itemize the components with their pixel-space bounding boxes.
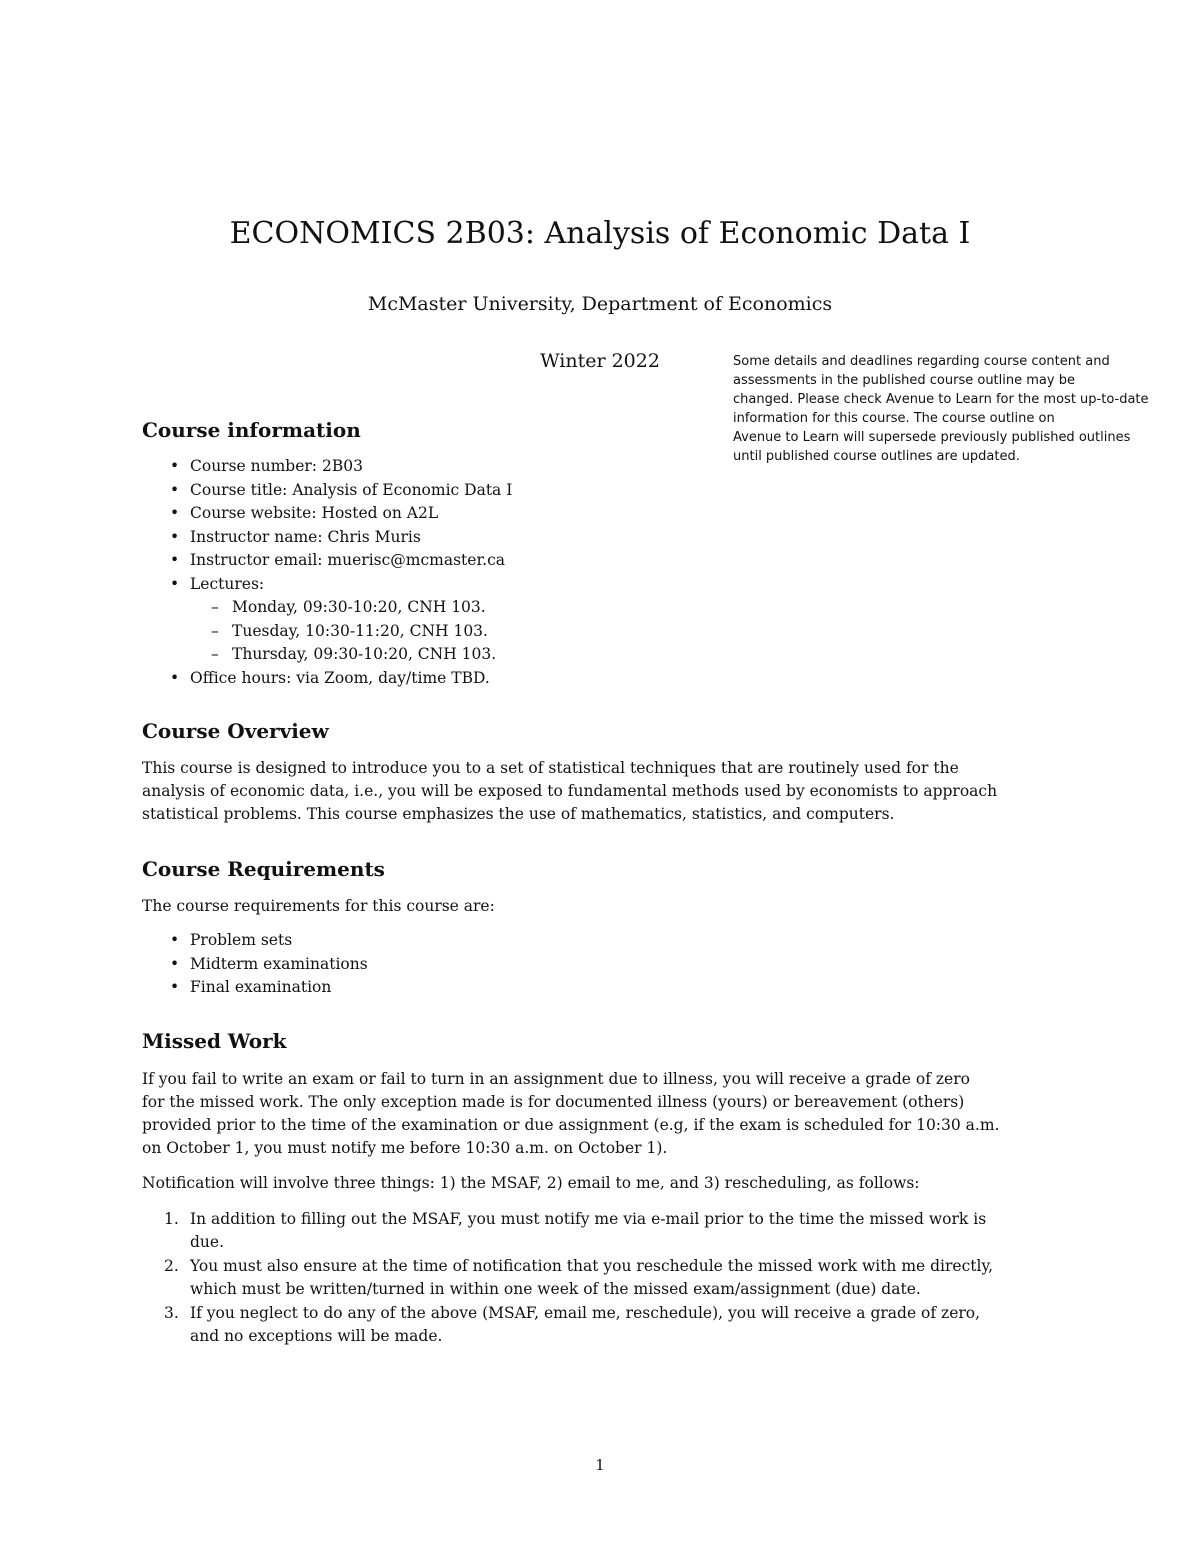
notice-line: Avenue to Learn will supersede previously published outlines: [733, 430, 1131, 445]
list-item: 2. You must also ensure at the time of notification that you reschedule the missed work with me directly, which must be written/turned in within one week of the missed exam/assignment (due) date.: [164, 1257, 994, 1298]
course-information-list: [142, 455, 742, 690]
requirements-intro: The course requirements for this course are:: [142, 897, 495, 915]
list-item: • Office hours: via Zoom, day/time TBD.: [142, 667, 742, 691]
bullet-icon: •: [170, 551, 180, 569]
dash-icon: –: [211, 621, 219, 640]
list-item: • Course number: 2B03: [142, 455, 742, 479]
document-title: ECONOMICS 2B03: Analysis of Economic Data I: [229, 216, 971, 251]
bullet-icon: •: [170, 574, 180, 593]
bullet-icon: •: [170, 527, 180, 546]
list-item: • Course title: Analysis of Economic Data I: [142, 479, 742, 503]
list-item: 3. If you neglect to do any of the above (MSAF, email me, reschedule), you will receive a grade of zero, and no exceptions will be made.: [164, 1304, 981, 1345]
list-item: • Instructor name: Chris Muris: [142, 526, 742, 550]
list-item: • Instructor email: muerisc@mcmaster.ca: [142, 549, 742, 573]
notice-line: Some details and deadlines regarding course content and: [733, 354, 1110, 369]
list-item: 1. In addition to filling out the MSAF, you must notify me via e-mail prior to the time the missed work is due.: [164, 1210, 987, 1251]
lecture-item: – Monday, 09:30-10:20, CNH 103.: [142, 596, 742, 620]
list-item: • Course website: Hosted on A2L: [142, 502, 742, 526]
step-number: 1.: [164, 1210, 179, 1228]
list-item: • Problem sets: [142, 929, 742, 953]
notice-line: changed. Please check Avenue to Learn for the most up-to-date: [733, 392, 1149, 407]
bullet-icon: •: [170, 668, 180, 687]
missed-work-paragraph: If you fail to write an exam or fail to turn in an assignment due to illness, you will receive a grade of zero for the missed work. The only exception made is for documented illness (yours) or bereavement (others) provided prior to the time of the examination or due assignment (e.g, if the exam is scheduled for 10:30 a.m. on October 1, you must notify me before 10:30 a.m. on October 1).: [142, 1070, 1000, 1157]
notice-line: information for this course. The course outline on: [733, 411, 1055, 426]
list-item: • Final examination: [142, 976, 742, 1000]
bullet-icon: •: [170, 504, 180, 522]
course-overview-heading: Course Overview: [142, 719, 329, 743]
bullet-icon: •: [170, 954, 180, 973]
list-item: • Midterm examinations: [142, 953, 742, 977]
requirements-list: [142, 929, 742, 1000]
notice-line: until published course outlines are updated.: [733, 449, 1020, 464]
document-subtitle: McMaster University, Department of Economics: [367, 293, 833, 315]
course-overview-paragraph: This course is designed to introduce you to a set of statistical techniques that are routinely used for the analysis of economic data, i.e., you will be exposed to fundamental methods used by economists to approach statistical problems. This course emphasizes the use of mathematics, statistics, and computers.: [142, 759, 998, 823]
page-number: 1: [595, 1456, 605, 1474]
list-item: • Lectures:: [142, 573, 742, 597]
outline-notice: [733, 352, 1193, 466]
missed-work-steps: [142, 1208, 1072, 1349]
notice-line: assessments in the published course outline may be: [733, 373, 1075, 388]
term-label: Winter 2022: [540, 350, 660, 372]
course-requirements-heading: Course Requirements: [142, 857, 385, 881]
bullet-icon: •: [170, 931, 180, 949]
lecture-item: – Tuesday, 10:30-11:20, CNH 103.: [142, 620, 742, 644]
bullet-icon: •: [170, 978, 180, 996]
course-information-heading: Course information: [142, 418, 361, 442]
missed-work-heading: Missed Work: [142, 1029, 287, 1053]
step-number: 2.: [164, 1257, 179, 1275]
dash-icon: –: [211, 598, 219, 616]
lecture-item: – Thursday, 09:30-10:20, CNH 103.: [142, 643, 742, 667]
step-number: 3.: [164, 1304, 179, 1322]
bullet-icon: •: [170, 457, 180, 475]
bullet-icon: •: [170, 480, 180, 499]
notification-paragraph: Notification will involve three things: 1) the MSAF, 2) email to me, and 3) rescheduling, as follows:: [142, 1174, 920, 1192]
dash-icon: –: [211, 645, 219, 663]
